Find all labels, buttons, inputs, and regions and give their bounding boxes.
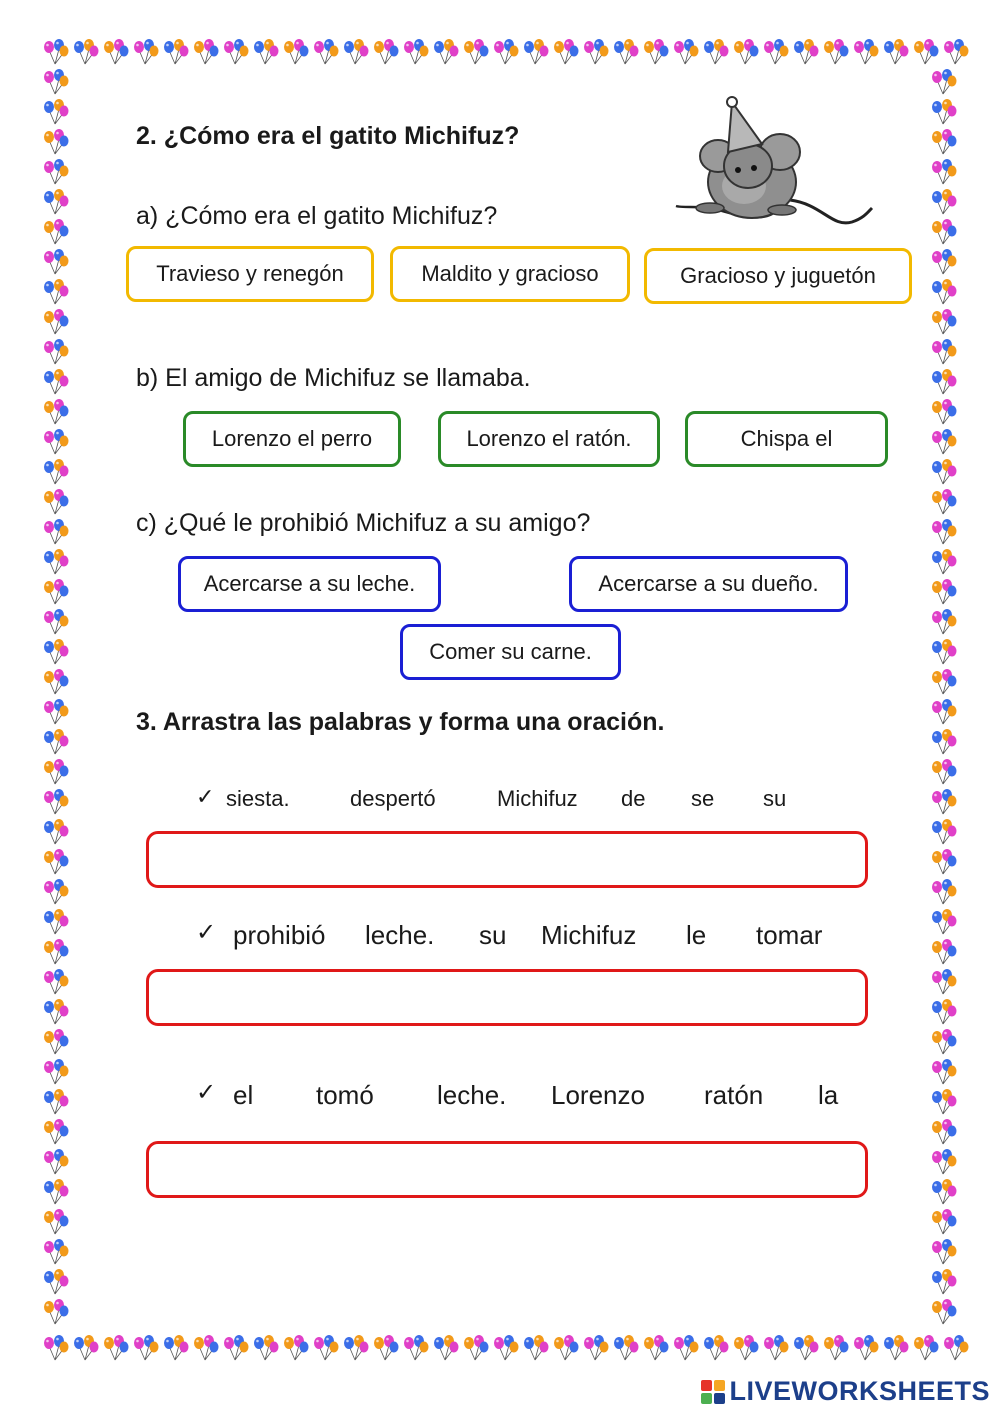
balloon-icon [928, 1208, 958, 1238]
balloon-icon [928, 938, 958, 968]
border-right [928, 68, 958, 1328]
balloon-icon [70, 38, 100, 68]
checkmark-icon: ✓ [196, 919, 217, 946]
balloon-icon [928, 308, 958, 338]
balloon-icon [928, 1238, 958, 1268]
balloon-icon [928, 758, 958, 788]
balloon-icon [928, 188, 958, 218]
draggable-word[interactable]: Lorenzo [551, 1080, 645, 1110]
balloon-icon [940, 38, 970, 68]
draggable-word[interactable]: despertó [350, 786, 436, 811]
balloon-icon [100, 38, 130, 68]
draggable-word[interactable]: le [686, 920, 707, 950]
option-a-1[interactable]: Travieso y renegón [126, 246, 374, 302]
draggable-word[interactable]: Michifuz [497, 786, 578, 811]
balloon-icon [40, 38, 70, 68]
balloon-icon [928, 218, 958, 248]
balloon-icon [40, 158, 70, 188]
balloon-icon [40, 458, 70, 488]
checkmark-icon: ✓ [196, 784, 215, 809]
balloon-icon [310, 1334, 340, 1364]
balloon-icon [40, 968, 70, 998]
word-row-3 [196, 1078, 856, 1114]
balloon-icon [640, 38, 670, 68]
balloon-icon [430, 38, 460, 68]
balloon-icon [310, 38, 340, 68]
balloon-icon [250, 1334, 280, 1364]
liveworksheets-logo [701, 1376, 990, 1407]
balloon-icon [880, 1334, 910, 1364]
border-left [40, 68, 70, 1328]
option-a-2[interactable]: Maldito y gracioso [390, 246, 630, 302]
balloon-icon [40, 1148, 70, 1178]
balloon-icon [820, 38, 850, 68]
balloon-icon [928, 1058, 958, 1088]
balloon-icon [490, 38, 520, 68]
balloon-icon [40, 758, 70, 788]
balloon-icon [928, 1178, 958, 1208]
balloon-icon [928, 248, 958, 278]
balloon-icon [928, 128, 958, 158]
balloon-icon [40, 788, 70, 818]
party-mouse-illustration [672, 96, 876, 236]
balloon-icon [928, 1088, 958, 1118]
balloon-icon [370, 1334, 400, 1364]
balloon-icon [730, 1334, 760, 1364]
balloon-icon [220, 38, 250, 68]
balloon-icon [280, 1334, 310, 1364]
draggable-word[interactable]: tomar [756, 920, 823, 950]
balloon-icon [40, 1058, 70, 1088]
draggable-word[interactable]: siesta. [226, 786, 290, 811]
balloon-icon [928, 428, 958, 458]
balloon-icon [928, 368, 958, 398]
draggable-word[interactable]: la [818, 1080, 839, 1110]
balloon-icon [40, 368, 70, 398]
balloon-icon [40, 188, 70, 218]
balloon-icon [928, 458, 958, 488]
balloon-icon [40, 578, 70, 608]
balloon-icon [40, 1178, 70, 1208]
balloon-icon [928, 968, 958, 998]
word-row-2 [196, 918, 856, 954]
balloon-icon [928, 788, 958, 818]
balloon-icon [40, 518, 70, 548]
balloon-icon [40, 218, 70, 248]
liveworksheets-logo-icon [701, 1380, 725, 1404]
balloon-icon [700, 38, 730, 68]
balloon-icon [40, 908, 70, 938]
balloon-icon [928, 668, 958, 698]
drop-zone-2[interactable] [146, 969, 868, 1026]
balloon-icon [940, 1334, 970, 1364]
draggable-word[interactable]: de [621, 786, 646, 811]
balloon-icon [460, 1334, 490, 1364]
balloon-icon [790, 1334, 820, 1364]
option-b-1[interactable]: Lorenzo el perro [183, 411, 401, 467]
option-a-3[interactable]: Gracioso y juguetón [644, 248, 912, 304]
balloon-icon [928, 1298, 958, 1328]
balloon-icon [160, 38, 190, 68]
balloon-icon [460, 38, 490, 68]
balloon-icon [928, 488, 958, 518]
balloon-icon [130, 1334, 160, 1364]
balloon-icon [40, 278, 70, 308]
balloon-icon [928, 548, 958, 578]
balloon-icon [70, 1334, 100, 1364]
balloon-icon [610, 38, 640, 68]
draggable-word[interactable]: leche. [365, 920, 435, 950]
option-b-2[interactable]: Lorenzo el ratón. [438, 411, 660, 467]
balloon-icon [370, 38, 400, 68]
balloon-icon [40, 698, 70, 728]
balloon-icon [928, 98, 958, 128]
balloon-icon [760, 1334, 790, 1364]
balloon-icon [928, 68, 958, 98]
draggable-word[interactable]: su [763, 786, 787, 811]
option-c-1[interactable]: Acercarse a su leche. [178, 556, 441, 612]
option-b-3[interactable]: Chispa el [685, 411, 888, 467]
balloon-icon [130, 38, 160, 68]
balloon-icon [40, 668, 70, 698]
balloon-icon [580, 1334, 610, 1364]
drop-zone-1[interactable] [146, 831, 868, 888]
balloon-icon [670, 38, 700, 68]
section2-title: 2. ¿Cómo era el gatito Michifuz? [136, 122, 520, 150]
balloon-icon [928, 698, 958, 728]
balloon-icon [910, 1334, 940, 1364]
balloon-icon [760, 38, 790, 68]
balloon-icon [730, 38, 760, 68]
question-c-prompt: c) ¿Qué le prohibió Michifuz a su amigo? [136, 509, 591, 537]
balloon-icon [850, 1334, 880, 1364]
balloon-icon [40, 818, 70, 848]
balloon-icon [520, 38, 550, 68]
balloon-icon [910, 38, 940, 68]
balloon-icon [40, 1088, 70, 1118]
balloon-icon [40, 1118, 70, 1148]
balloon-icon [40, 398, 70, 428]
question-a-prompt: a) ¿Cómo era el gatito Michifuz? [136, 202, 498, 230]
draggable-word[interactable]: prohibió [233, 920, 326, 950]
balloon-icon [928, 278, 958, 308]
draggable-word[interactable]: el [233, 1080, 254, 1110]
balloon-icon [40, 1028, 70, 1058]
balloon-icon [880, 38, 910, 68]
mouse-icon [672, 96, 876, 236]
balloon-icon [40, 998, 70, 1028]
balloon-icon [928, 158, 958, 188]
balloon-icon [40, 128, 70, 158]
section3-title: 3. Arrastra las palabras y forma una oración. [136, 708, 665, 736]
balloon-icon [100, 1334, 130, 1364]
draggable-word[interactable]: Michifuz [541, 920, 637, 950]
balloon-icon [40, 248, 70, 278]
word-row-1 [196, 784, 836, 818]
border-top [40, 38, 970, 68]
balloon-icon [928, 878, 958, 908]
balloon-icon [40, 638, 70, 668]
option-c-3[interactable]: Comer su carne. [400, 624, 621, 680]
balloon-icon [640, 1334, 670, 1364]
balloon-icon [928, 1118, 958, 1148]
balloon-icon [340, 38, 370, 68]
balloon-icon [928, 1148, 958, 1178]
draggable-word[interactable]: se [691, 786, 715, 811]
balloon-icon [928, 908, 958, 938]
balloon-icon [520, 1334, 550, 1364]
draggable-word[interactable]: leche. [437, 1080, 507, 1110]
balloon-icon [430, 1334, 460, 1364]
balloon-icon [850, 38, 880, 68]
balloon-icon [40, 338, 70, 368]
balloon-icon [928, 398, 958, 428]
checkmark-icon: ✓ [196, 1079, 217, 1106]
balloon-icon [40, 608, 70, 638]
balloon-icon [790, 38, 820, 68]
drop-zone-3[interactable] [146, 1141, 868, 1198]
balloon-icon [40, 1298, 70, 1328]
balloon-icon [490, 1334, 520, 1364]
balloon-icon [550, 38, 580, 68]
balloon-icon [280, 38, 310, 68]
balloon-icon [250, 38, 280, 68]
balloon-icon [40, 878, 70, 908]
balloon-icon [40, 548, 70, 578]
balloon-icon [40, 938, 70, 968]
balloon-icon [40, 308, 70, 338]
balloon-icon [670, 1334, 700, 1364]
balloon-icon [928, 518, 958, 548]
balloon-icon [928, 1028, 958, 1058]
balloon-icon [928, 578, 958, 608]
balloon-icon [820, 1334, 850, 1364]
question-b-prompt: b) El amigo de Michifuz se llamaba. [136, 364, 531, 392]
balloon-icon [190, 38, 220, 68]
balloon-icon [40, 428, 70, 458]
balloon-icon [40, 1208, 70, 1238]
balloon-icon [700, 1334, 730, 1364]
balloon-icon [40, 848, 70, 878]
balloon-icon [928, 338, 958, 368]
balloon-icon [40, 98, 70, 128]
balloon-icon [40, 1238, 70, 1268]
balloon-icon [40, 1334, 70, 1364]
balloon-icon [190, 1334, 220, 1364]
balloon-icon [340, 1334, 370, 1364]
balloon-icon [550, 1334, 580, 1364]
balloon-icon [400, 38, 430, 68]
balloon-icon [40, 1268, 70, 1298]
balloon-icon [928, 818, 958, 848]
option-c-2[interactable]: Acercarse a su dueño. [569, 556, 848, 612]
border-bottom [40, 1334, 970, 1364]
logo-text: LIVEWORKSHEETS [729, 1376, 990, 1406]
balloon-icon [40, 68, 70, 98]
balloon-icon [928, 848, 958, 878]
balloon-icon [580, 38, 610, 68]
balloon-icon [928, 608, 958, 638]
balloon-icon [610, 1334, 640, 1364]
draggable-word[interactable]: tomó [316, 1080, 374, 1110]
balloon-icon [400, 1334, 430, 1364]
balloon-icon [220, 1334, 250, 1364]
balloon-icon [928, 998, 958, 1028]
balloon-icon [928, 728, 958, 758]
draggable-word[interactable]: su [479, 920, 507, 950]
balloon-icon [40, 728, 70, 758]
balloon-icon [928, 638, 958, 668]
balloon-icon [928, 1268, 958, 1298]
balloon-icon [160, 1334, 190, 1364]
balloon-icon [40, 488, 70, 518]
draggable-word[interactable]: ratón [704, 1080, 764, 1110]
